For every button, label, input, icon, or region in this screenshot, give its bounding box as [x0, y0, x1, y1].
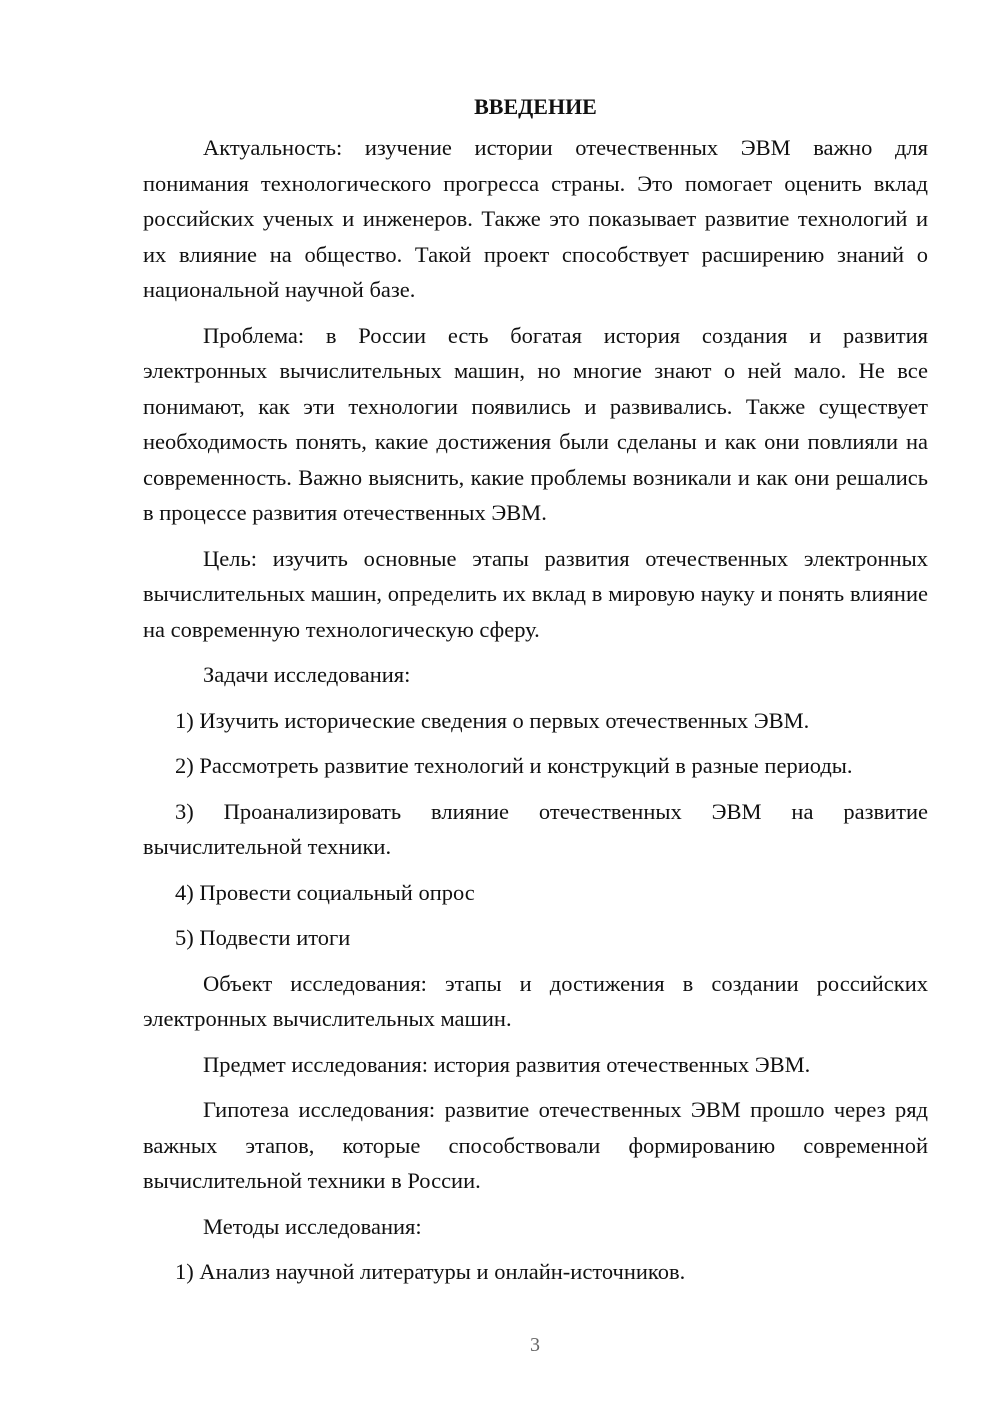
- tasks-heading: Задачи исследования:: [203, 662, 411, 687]
- page-number: 3: [530, 1334, 540, 1356]
- task-item-2: 2) Рассмотреть развитие технологий и конструкций в разные периоды.: [175, 753, 853, 778]
- paragraph-subject: Предмет исследования: история развития отечественных ЭВМ.: [203, 1051, 811, 1077]
- paragraph-hypothesis: Гипотеза исследования: развитие отечественных ЭВМ прошло через ряд важных этапов, которые способствовали формированию современной вычислительной техники в России.: [143, 1097, 928, 1193]
- page-title: ВВЕДЕНИЕ: [474, 94, 597, 119]
- method-item-1: 1) Анализ научной литературы и онлайн-источников.: [175, 1259, 686, 1284]
- paragraph-object: Объект исследования: этапы и достижения в создании российских электронных вычислительных машин.: [143, 970, 928, 1031]
- page-content: [143, 92, 928, 1300]
- paragraph-relevance: Актуальность: изучение истории отечественных ЭВМ важно для понимания технологического прогресса страны. Это помогает оценить вклад российских ученых и инженеров. Также это показывает развитие технологий и их влияние на общество. Такой проект способствует расширению знаний о национальной научной базе.: [143, 135, 928, 302]
- task-item-1: 1) Изучить исторические сведения о первых отечественных ЭВМ.: [175, 707, 810, 733]
- methods-heading: Методы исследования:: [203, 1213, 422, 1239]
- paragraph-problem: Проблема: в России есть богатая история создания и развития электронных вычислительных машин, но многие знают о ней мало. Не все понимают, как эти технологии появились и развивались. Также существует необходимость понять, какие достижения были сделаны и как они повлияли на современность. Важно выяснить, какие проблемы возникали и как они решались в процессе развития отечественных ЭВМ.: [143, 322, 928, 525]
- task-item-5: 5) Подвести итоги: [175, 925, 351, 950]
- task-item-3: 3) Проанализировать влияние отечественных ЭВМ на развитие вычислительной техники.: [143, 798, 928, 859]
- paragraph-goal: Цель: изучить основные этапы развития отечественных электронных вычислительных машин, определить их вклад в мировую науку и понять влияние на современную технологическую сферу.: [143, 545, 928, 642]
- task-item-4: 4) Провести социальный опрос: [175, 879, 475, 905]
